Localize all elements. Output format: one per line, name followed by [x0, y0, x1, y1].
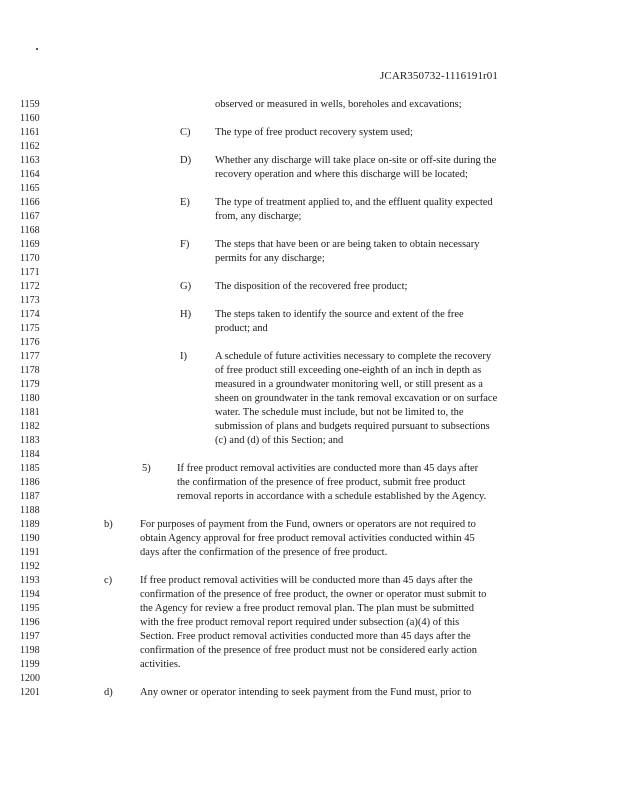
text-line: measured in a groundwater monitoring well, or still present as a — [215, 379, 483, 390]
line-number: 1163 — [20, 155, 40, 166]
line-number: 1162 — [20, 141, 40, 152]
item-marker: G) — [180, 281, 192, 292]
line-number: 1191 — [20, 547, 40, 558]
item-marker: H) — [180, 309, 192, 320]
document-id: JCAR350732-1116191r01 — [380, 70, 499, 82]
line-number: 1161 — [20, 127, 40, 138]
text-line: removal reports in accordance with a schedule established by the Agency. — [177, 491, 487, 502]
text-line: Section. Free product removal activities conducted more than 45 days after the — [140, 631, 471, 642]
text-line: submission of plans and budgets required pursuant to subsections — [215, 421, 490, 432]
line-number: 1176 — [20, 337, 40, 348]
line-number: 1199 — [20, 659, 40, 670]
item-marker: C) — [180, 127, 191, 138]
line-number: 1171 — [20, 267, 40, 278]
line-number: 1164 — [20, 169, 40, 180]
text-line: sheen on groundwater in the tank removal excavation or on surface — [215, 393, 498, 404]
text-line: Whether any discharge will take place on-site or off-site during the — [215, 155, 497, 166]
text-line: (c) and (d) of this Section; and — [215, 435, 344, 446]
text-line: with the free product removal report required under subsection (a)(4) of this — [140, 617, 460, 628]
line-number: 1195 — [20, 603, 40, 614]
text-line: Any owner or operator intending to seek payment from the Fund must, prior to — [140, 687, 472, 698]
text-line: permits for any discharge; — [215, 253, 325, 264]
line-number: 1168 — [20, 225, 40, 236]
line-number: 1188 — [20, 505, 40, 516]
line-number: 1187 — [20, 491, 40, 502]
text-line: obtain Agency approval for free product removal activities conducted within 45 — [140, 533, 475, 544]
text-line: recovery operation and where this discharge will be located; — [215, 169, 468, 180]
line-number: 1189 — [20, 519, 40, 530]
text-line: The type of treatment applied to, and the effluent quality expected — [215, 197, 493, 208]
text-line: confirmation of the presence of free product, the owner or operator must submit to — [140, 589, 487, 600]
text-line: the Agency for review a free product removal plan. The plan must be submitted — [140, 603, 474, 614]
item-marker: 5) — [142, 463, 151, 474]
line-number: 1159 — [20, 99, 40, 110]
item-marker: E) — [180, 197, 190, 208]
item-marker: F) — [180, 239, 190, 250]
line-number: 1182 — [20, 421, 40, 432]
line-number: 1181 — [20, 407, 40, 418]
text-line: water. The schedule must include, but not be limited to, the — [215, 407, 464, 418]
scan-speck — [36, 48, 38, 50]
line-number: 1179 — [20, 379, 40, 390]
text-line: observed or measured in wells, boreholes and excavations; — [215, 99, 462, 110]
text-line: The steps taken to identify the source and extent of the free — [215, 309, 464, 320]
text-line: If free product removal activities will be conducted more than 45 days after the — [140, 575, 473, 586]
line-number: 1175 — [20, 323, 40, 334]
line-number: 1172 — [20, 281, 40, 292]
text-line: of free product still exceeding one-eighth of an inch in depth as — [215, 365, 482, 376]
text-line: activities. — [140, 659, 181, 670]
text-line: For purposes of payment from the Fund, owners or operators are not required to — [140, 519, 476, 530]
line-number: 1170 — [20, 253, 40, 264]
item-marker: b) — [104, 519, 113, 530]
line-number: 1197 — [20, 631, 40, 642]
line-number: 1183 — [20, 435, 40, 446]
text-line: from, any discharge; — [215, 211, 302, 222]
line-number: 1185 — [20, 463, 40, 474]
line-number: 1201 — [20, 687, 40, 698]
text-line: product; and — [215, 323, 268, 334]
line-number: 1160 — [20, 113, 40, 124]
text-line: the confirmation of the presence of free product, submit free product — [177, 477, 466, 488]
item-marker: c) — [104, 575, 113, 586]
line-number: 1180 — [20, 393, 40, 404]
text-line: The type of free product recovery system used; — [215, 127, 413, 138]
line-number: 1193 — [20, 575, 40, 586]
line-number: 1166 — [20, 197, 40, 208]
line-number: 1192 — [20, 561, 40, 572]
line-number: 1173 — [20, 295, 40, 306]
line-number: 1167 — [20, 211, 40, 222]
text-line: The steps that have been or are being taken to obtain necessary — [215, 239, 480, 250]
line-number: 1196 — [20, 617, 40, 628]
line-number: 1186 — [20, 477, 40, 488]
line-number: 1198 — [20, 645, 40, 656]
line-number: 1184 — [20, 449, 40, 460]
line-number: 1177 — [20, 351, 40, 362]
text-line: The disposition of the recovered free product; — [215, 281, 408, 292]
line-number: 1165 — [20, 183, 40, 194]
item-marker: d) — [104, 687, 113, 698]
line-number: 1190 — [20, 533, 40, 544]
line-number: 1194 — [20, 589, 40, 600]
text-line: days after the confirmation of the presence of free product. — [140, 547, 388, 558]
line-number: 1169 — [20, 239, 40, 250]
item-marker: I) — [180, 351, 187, 362]
line-number: 1200 — [20, 673, 40, 684]
item-marker: D) — [180, 155, 192, 166]
text-line: confirmation of the presence of free product must not be considered early action — [140, 645, 478, 656]
text-line: A schedule of future activities necessary to complete the recovery — [215, 351, 492, 362]
text-line: If free product removal activities are conducted more than 45 days after — [177, 463, 479, 474]
line-number: 1178 — [20, 365, 40, 376]
line-number: 1174 — [20, 309, 40, 320]
